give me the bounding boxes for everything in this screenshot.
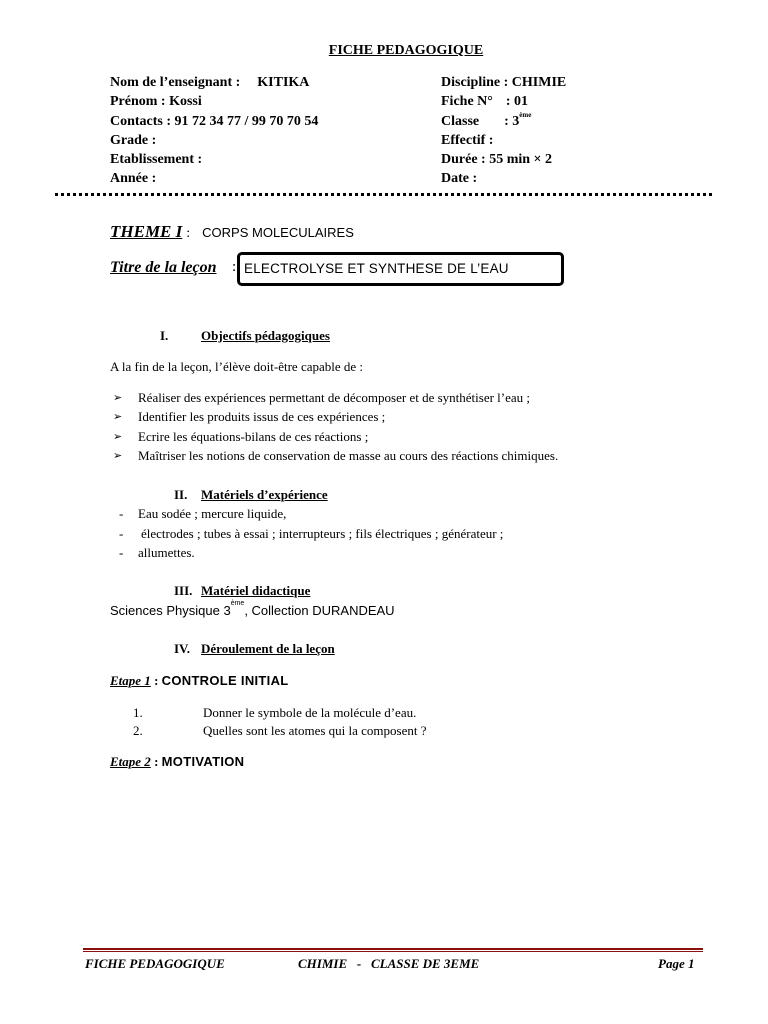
class-row	[441, 111, 532, 130]
material-item: allumettes.	[138, 545, 195, 560]
lesson-title-colon: :	[232, 259, 237, 275]
material-item: électrodes ; tubes à essai ; interrupteurs ; fils électriques ; générateur ;	[141, 526, 504, 541]
grade-label: Grade :	[110, 133, 157, 148]
teacher-name-value: KITIKA	[257, 75, 310, 90]
didactic-reference-collection: , Collection DURANDEAU	[244, 603, 395, 618]
footer-divider	[83, 948, 703, 952]
objective-item: Identifier les produits issus de ces expériences ;	[138, 409, 386, 424]
arrow-bullet-icon: ➢	[113, 391, 123, 404]
discipline-label: Discipline :	[441, 75, 509, 90]
footer-center: CHIMIE - CLASSE DE 3EME	[298, 956, 480, 971]
step-1-colon: :	[154, 673, 159, 688]
sheet-number-label: Fiche N°	[441, 94, 493, 109]
arrow-bullet-icon: ➢	[113, 430, 123, 443]
section-3-title: Matériel didactique	[201, 583, 311, 598]
lesson-title-value: ELECTROLYSE ET SYNTHESE DE L’EAU	[244, 261, 509, 276]
didactic-reference	[110, 600, 395, 618]
dash-bullet: -	[119, 545, 124, 560]
didactic-reference-sup: ème	[230, 600, 245, 607]
discipline-value: CHIMIE	[511, 75, 567, 90]
year-row	[110, 171, 156, 187]
contacts-label: Contacts :	[110, 114, 172, 129]
step-2-label: Etape 2	[110, 754, 151, 769]
question-text: Donner le symbole de la molécule d’eau.	[203, 705, 417, 720]
lesson-title-label: Titre de la leçon	[110, 259, 217, 276]
section-2-number: II.	[174, 487, 188, 502]
step-1-title: CONTROLE INITIAL	[161, 673, 289, 688]
section-1-title: Objectifs pédagogiques	[201, 328, 330, 343]
sheet-number-value: : 01	[505, 94, 529, 109]
school-row	[110, 152, 202, 168]
objectives-intro: A la fin de la leçon, l’élève doit-être capable de :	[110, 359, 364, 374]
theme-value: CORPS MOLECULAIRES	[202, 225, 354, 240]
class-superscript: ème	[519, 111, 532, 119]
step-2-colon: :	[154, 754, 159, 769]
class-label: Classe	[441, 114, 480, 129]
discipline-row	[441, 75, 566, 91]
contacts-value: 91 72 34 77 / 99 70 70 54	[174, 114, 319, 129]
contacts-row	[110, 114, 318, 130]
step-1-label: Etape 1	[110, 673, 151, 688]
duration-row	[441, 152, 552, 168]
theme-row	[110, 222, 354, 242]
question-text: Quelles sont les atomes qui la composent ?	[203, 723, 427, 738]
didactic-reference-text: Sciences Physique 3	[110, 603, 231, 618]
arrow-bullet-icon: ➢	[113, 410, 123, 423]
material-item: Eau sodée ; mercure liquide,	[138, 506, 287, 521]
section-2-title: Matériels d’expérience	[201, 487, 328, 502]
step-2-heading	[110, 754, 244, 770]
objective-item: Maîtriser les notions de conservation de masse au cours des réactions chimiques.	[138, 448, 559, 463]
date-row	[441, 171, 477, 187]
year-label: Année :	[110, 171, 157, 186]
arrow-bullet-icon: ➢	[113, 449, 123, 462]
first-name-value: Kossi	[169, 94, 202, 109]
dash-bullet: -	[119, 526, 124, 541]
class-value: : 3	[504, 114, 520, 129]
document-title: FICHE PEDAGOGIQUE	[328, 43, 484, 58]
footer-page-number: Page 1	[658, 956, 695, 971]
first-name-row	[110, 94, 202, 110]
step-1-heading	[110, 673, 289, 689]
section-3-number: III.	[174, 583, 193, 598]
question-number: 2.	[133, 723, 143, 738]
question-number: 1.	[133, 705, 143, 720]
teacher-name-row	[110, 75, 309, 91]
first-name-label: Prénom :	[110, 94, 166, 109]
section-1-number: I.	[160, 328, 169, 343]
grade-row	[110, 133, 156, 149]
lesson-title-label-row	[110, 259, 217, 277]
headcount-label: Effectif :	[441, 133, 494, 148]
footer-left: FICHE PEDAGOGIQUE	[85, 956, 225, 971]
objective-item: Réaliser des expériences permettant de décomposer et de synthétiser l’eau ;	[138, 390, 531, 405]
section-4-title: Déroulement de la leçon	[201, 641, 335, 656]
section-4-number: IV.	[174, 641, 191, 656]
headcount-row	[441, 133, 493, 149]
duration-label: Durée :	[441, 152, 486, 167]
teacher-name-label: Nom de l’enseignant :	[110, 75, 241, 90]
date-label: Date :	[441, 171, 478, 186]
step-2-title: MOTIVATION	[161, 754, 245, 769]
header-divider	[55, 193, 712, 196]
dash-bullet: -	[119, 506, 124, 521]
sheet-number-row	[441, 94, 528, 110]
school-label: Etablissement :	[110, 152, 203, 167]
theme-label: THEME I	[110, 222, 183, 241]
objective-item: Ecrire les équations-bilans de ces réactions ;	[138, 429, 369, 444]
theme-colon: :	[186, 226, 191, 241]
duration-value: 55 min × 2	[489, 152, 553, 167]
